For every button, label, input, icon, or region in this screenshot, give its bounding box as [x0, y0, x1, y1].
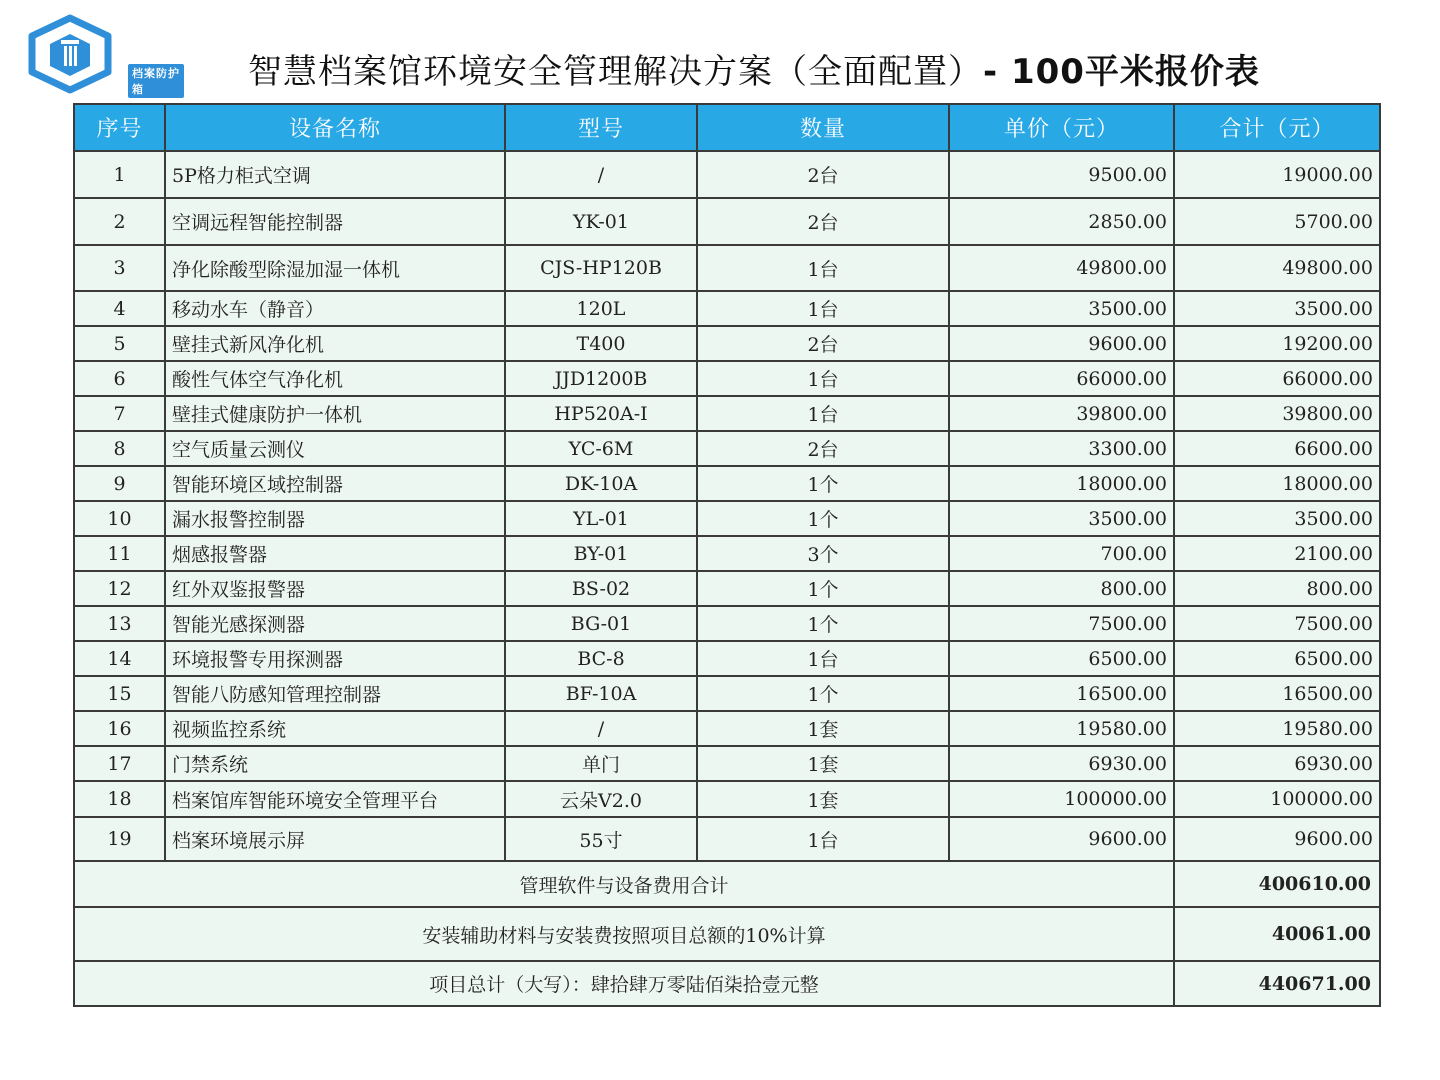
- cell-model: BC-8: [505, 641, 697, 676]
- cell-qty: 1个: [697, 501, 949, 536]
- cell-no: 19: [74, 817, 165, 861]
- cell-price: 100000.00: [949, 781, 1174, 817]
- header-unit-price: 单价（元）: [949, 104, 1174, 151]
- install-fee-label: 安装辅助材料与安装费按照项目总额的10%计算: [74, 907, 1174, 961]
- cell-model: BS-02: [505, 571, 697, 606]
- cell-model: /: [505, 711, 697, 746]
- cell-price: 16500.00: [949, 676, 1174, 711]
- cell-price: 6930.00: [949, 746, 1174, 781]
- cell-no: 4: [74, 291, 165, 326]
- cell-total: 3500.00: [1174, 501, 1380, 536]
- cell-total: 49800.00: [1174, 245, 1380, 291]
- cell-price: 9600.00: [949, 817, 1174, 861]
- cell-name: 壁挂式新风净化机: [165, 326, 505, 361]
- cell-total: 19580.00: [1174, 711, 1380, 746]
- cell-price: 19580.00: [949, 711, 1174, 746]
- cell-name: 5P格力柜式空调: [165, 151, 505, 198]
- cell-model: 120L: [505, 291, 697, 326]
- cell-no: 16: [74, 711, 165, 746]
- cell-total: 2100.00: [1174, 536, 1380, 571]
- header-total: 合计（元）: [1174, 104, 1380, 151]
- cell-price: 3500.00: [949, 291, 1174, 326]
- cell-total: 7500.00: [1174, 606, 1380, 641]
- subtotal-row: [74, 861, 1380, 907]
- cell-total: 3500.00: [1174, 291, 1380, 326]
- cell-model: 云朵V2.0: [505, 781, 697, 817]
- cell-price: 2850.00: [949, 198, 1174, 245]
- cell-model: JJD1200B: [505, 361, 697, 396]
- cell-no: 15: [74, 676, 165, 711]
- cell-total: 100000.00: [1174, 781, 1380, 817]
- cell-name: 智能八防感知管理控制器: [165, 676, 505, 711]
- logo-text-cn: 档案防护箱: [128, 64, 184, 98]
- cell-price: 49800.00: [949, 245, 1174, 291]
- cell-model: CJS-HP120B: [505, 245, 697, 291]
- company-logo: [24, 14, 185, 99]
- table-row: [74, 198, 1380, 245]
- cell-no: 9: [74, 466, 165, 501]
- cell-total: 800.00: [1174, 571, 1380, 606]
- cell-qty: 1个: [697, 571, 949, 606]
- cell-no: 5: [74, 326, 165, 361]
- table-row: [74, 431, 1380, 466]
- header-no: 序号: [74, 104, 165, 151]
- table-row: [74, 711, 1380, 746]
- header-model: 型号: [505, 104, 697, 151]
- cell-name: 酸性气体空气净化机: [165, 361, 505, 396]
- cell-model: YK-01: [505, 198, 697, 245]
- subtotal-amount: 400610.00: [1174, 861, 1380, 907]
- cell-qty: 1个: [697, 466, 949, 501]
- cell-no: 10: [74, 501, 165, 536]
- cell-name: 视频监控系统: [165, 711, 505, 746]
- cell-name: 红外双鉴报警器: [165, 571, 505, 606]
- cell-no: 18: [74, 781, 165, 817]
- table-row: [74, 151, 1380, 198]
- cell-qty: 1个: [697, 676, 949, 711]
- cell-qty: 1套: [697, 711, 949, 746]
- cell-model: BY-01: [505, 536, 697, 571]
- cell-qty: 1台: [697, 245, 949, 291]
- cell-name: 空调远程智能控制器: [165, 198, 505, 245]
- cell-no: 11: [74, 536, 165, 571]
- cell-price: 3500.00: [949, 501, 1174, 536]
- cell-price: 800.00: [949, 571, 1174, 606]
- cell-name: 环境报警专用探测器: [165, 641, 505, 676]
- cell-model: DK-10A: [505, 466, 697, 501]
- cell-price: 7500.00: [949, 606, 1174, 641]
- cell-name: 壁挂式健康防护一体机: [165, 396, 505, 431]
- cell-price: 39800.00: [949, 396, 1174, 431]
- cell-total: 19000.00: [1174, 151, 1380, 198]
- cell-model: T400: [505, 326, 697, 361]
- cell-name: 档案馆库智能环境安全管理平台: [165, 781, 505, 817]
- cell-no: 1: [74, 151, 165, 198]
- table-header-row: [74, 104, 1380, 151]
- table-row: [74, 817, 1380, 861]
- cell-model: /: [505, 151, 697, 198]
- cell-model: HP520A-I: [505, 396, 697, 431]
- cell-no: 2: [74, 198, 165, 245]
- cell-price: 9500.00: [949, 151, 1174, 198]
- cell-total: 16500.00: [1174, 676, 1380, 711]
- cell-no: 12: [74, 571, 165, 606]
- table-row: [74, 396, 1380, 431]
- cell-name: 空气质量云测仪: [165, 431, 505, 466]
- cell-name: 净化除酸型除湿加湿一体机: [165, 245, 505, 291]
- cell-total: 6500.00: [1174, 641, 1380, 676]
- cell-price: 18000.00: [949, 466, 1174, 501]
- cell-total: 6930.00: [1174, 746, 1380, 781]
- cell-qty: 3个: [697, 536, 949, 571]
- cell-qty: 1套: [697, 746, 949, 781]
- header-name: 设备名称: [165, 104, 505, 151]
- table-row: [74, 326, 1380, 361]
- cell-qty: 2台: [697, 431, 949, 466]
- cell-no: 6: [74, 361, 165, 396]
- grand-total-row: [74, 961, 1380, 1006]
- grand-total-amount: 440671.00: [1174, 961, 1380, 1006]
- cell-qty: 1台: [697, 817, 949, 861]
- cell-no: 17: [74, 746, 165, 781]
- table-row: [74, 571, 1380, 606]
- cell-model: 55寸: [505, 817, 697, 861]
- cell-price: 9600.00: [949, 326, 1174, 361]
- table-row: [74, 466, 1380, 501]
- table-row: [74, 536, 1380, 571]
- cell-model: YC-6M: [505, 431, 697, 466]
- cell-total: 39800.00: [1174, 396, 1380, 431]
- table-row: [74, 606, 1380, 641]
- logo-text-en: INDUO: [142, 88, 185, 99]
- cell-name: 智能环境区域控制器: [165, 466, 505, 501]
- install-fee-amount: 40061.00: [1174, 907, 1380, 961]
- cell-price: 6500.00: [949, 641, 1174, 676]
- cell-total: 19200.00: [1174, 326, 1380, 361]
- cell-qty: 1台: [697, 396, 949, 431]
- cell-price: 3300.00: [949, 431, 1174, 466]
- cell-model: BG-01: [505, 606, 697, 641]
- cell-qty: 1个: [697, 606, 949, 641]
- cell-qty: 1台: [697, 641, 949, 676]
- cell-price: 66000.00: [949, 361, 1174, 396]
- cell-no: 13: [74, 606, 165, 641]
- cell-qty: 1台: [697, 361, 949, 396]
- grand-total-label: 项目总计（大写）：肆拾肆万零陆佰柒拾壹元整: [74, 961, 1174, 1006]
- table-row: [74, 641, 1380, 676]
- title-suffix: - 100平米报价表: [983, 52, 1260, 92]
- cell-total: 5700.00: [1174, 198, 1380, 245]
- subtotal-label: 管理软件与设备费用合计: [74, 861, 1174, 907]
- cell-total: 6600.00: [1174, 431, 1380, 466]
- cell-qty: 2台: [697, 151, 949, 198]
- cell-qty: 1台: [697, 291, 949, 326]
- table-row: [74, 781, 1380, 817]
- cell-name: 门禁系统: [165, 746, 505, 781]
- cell-qty: 2台: [697, 198, 949, 245]
- cell-no: 7: [74, 396, 165, 431]
- cell-name: 漏水报警控制器: [165, 501, 505, 536]
- cell-qty: 2台: [697, 326, 949, 361]
- cell-no: 14: [74, 641, 165, 676]
- table-row: [74, 291, 1380, 326]
- cell-qty: 1套: [697, 781, 949, 817]
- cell-name: 智能光感探测器: [165, 606, 505, 641]
- cell-model: YL-01: [505, 501, 697, 536]
- cell-name: 烟感报警器: [165, 536, 505, 571]
- cell-total: 18000.00: [1174, 466, 1380, 501]
- cell-model: 单门: [505, 746, 697, 781]
- logo-cube-icon: [24, 14, 124, 94]
- table-row: [74, 245, 1380, 291]
- table-row: [74, 676, 1380, 711]
- cell-price: 700.00: [949, 536, 1174, 571]
- title-main: 智慧档案馆环境安全管理解决方案（全面配置）: [248, 52, 983, 92]
- table-row: [74, 361, 1380, 396]
- cell-name: 档案环境展示屏: [165, 817, 505, 861]
- quote-table: [73, 103, 1381, 1007]
- install-fee-row: [74, 907, 1380, 961]
- page-title: [248, 44, 1260, 93]
- cell-no: 8: [74, 431, 165, 466]
- cell-model: BF-10A: [505, 676, 697, 711]
- cell-total: 66000.00: [1174, 361, 1380, 396]
- table-row: [74, 746, 1380, 781]
- header-qty: 数量: [697, 104, 949, 151]
- cell-name: 移动水车（静音）: [165, 291, 505, 326]
- table-row: [74, 501, 1380, 536]
- cell-no: 3: [74, 245, 165, 291]
- cell-total: 9600.00: [1174, 817, 1380, 861]
